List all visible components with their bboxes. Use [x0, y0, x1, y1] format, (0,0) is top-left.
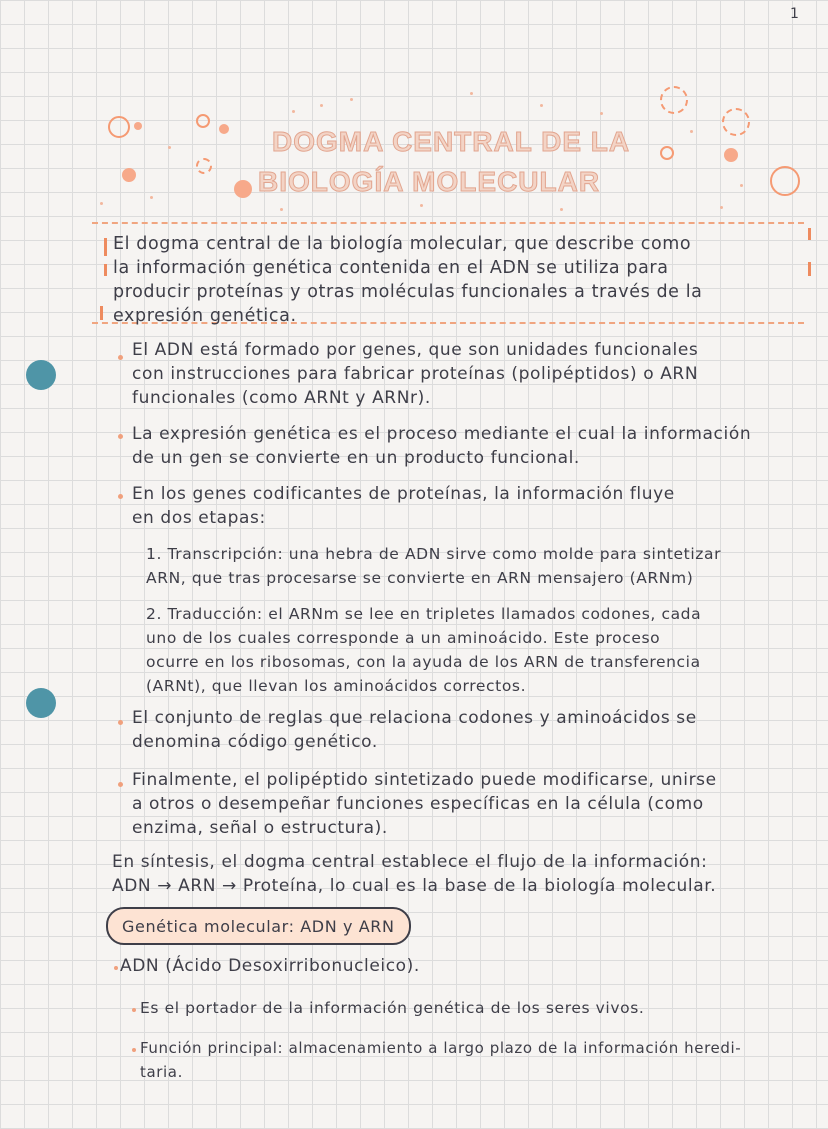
list-item-line: a otros o desempeñar funciones específicas en la célula (como: [132, 794, 704, 814]
dot-icon: [724, 148, 738, 162]
list-item: [132, 338, 698, 410]
list-item-line: En los genes codificantes de proteínas, la información fluye: [132, 484, 675, 504]
adn-item: [140, 996, 644, 1020]
list-item-line: funcionales (como ARNt y ARNr).: [132, 388, 431, 408]
circle-outline-icon: [108, 116, 130, 138]
list-item-line: La expresión genética es el proceso mediante el cual la información: [132, 424, 752, 444]
summary-line: En síntesis, el dogma central establece el flujo de la información:: [112, 852, 708, 872]
circle-outline-icon: [770, 166, 800, 196]
adn-item-line: Es el portador de la información genética de los seres vivos.: [140, 999, 645, 1017]
bullet-icon: [118, 494, 123, 499]
adn-heading-text: ADN (Ácido Desoxirribonucleico).: [120, 956, 420, 976]
stage-line: ocurre en los ribosomas, con la ayuda de los ARN de transferencia: [146, 653, 701, 671]
stage-line: 1. Transcripción: una hebra de ADN sirve como molde para sintetizar: [146, 545, 722, 563]
dot-icon: [219, 124, 229, 134]
bullet-icon: [118, 355, 123, 360]
circle-outline-icon: [660, 86, 688, 114]
bullet-icon: [114, 966, 118, 970]
circle-outline-icon: [722, 108, 750, 136]
list-item: [132, 768, 717, 840]
dot-icon: [26, 360, 56, 390]
list-item-line: con instrucciones para fabricar proteínas (polipéptidos) o ARN: [132, 364, 699, 384]
intro-line: producir proteínas y otras moléculas funcionales a través de la: [113, 282, 703, 302]
intro-line: la información genética contenida en el ADN se utiliza para: [113, 258, 669, 278]
list-item-line: de un gen se convierte en un producto funcional.: [132, 448, 580, 468]
list-item-line: El ADN está formado por genes, que son unidades funcionales: [132, 340, 699, 360]
stage-line: ARN, que tras procesarse se convierte en ARN mensajero (ARNm): [146, 569, 694, 587]
bullet-icon: [118, 434, 123, 439]
list-item-line: Finalmente, el polipéptido sintetizado puede modificarse, unirse: [132, 770, 717, 790]
margin-bar: [104, 264, 107, 276]
adn-heading: [120, 954, 420, 978]
list-item: [132, 422, 751, 470]
list-item-line: El conjunto de reglas que relaciona codones y aminoácidos se: [132, 708, 697, 728]
bullet-icon: [118, 720, 123, 725]
bullet-icon: [132, 1008, 136, 1012]
bullet-icon: [132, 1048, 136, 1052]
stage-item: [146, 602, 701, 698]
circle-outline-icon: [660, 146, 674, 160]
intro-line: El dogma central de la biología molecular, que describe como: [113, 234, 692, 254]
section-label-text: Genética molecular: ADN y ARN: [122, 916, 395, 936]
stage-line: (ARNt), que llevan los aminoácidos correctos.: [146, 677, 527, 695]
dot-icon: [26, 688, 56, 718]
intro-line: expresión genética.: [113, 306, 297, 326]
list-item-line: denomina código genético.: [132, 732, 378, 752]
adn-item-line: taria.: [140, 1063, 183, 1081]
adn-item: [140, 1036, 741, 1084]
section-label: [106, 907, 411, 945]
dot-icon: [122, 168, 136, 182]
summary-line: ADN → ARN → Proteína, lo cual es la base de la biología molecular.: [112, 876, 717, 896]
dot-icon: [234, 180, 252, 198]
stage-line: uno de los cuales corresponde a un aminoácido. Este proceso: [146, 629, 661, 647]
list-item-line: en dos etapas:: [132, 508, 266, 528]
stage-line: 2. Traducción: el ARNm se lee en tripletes llamados codones, cada: [146, 605, 702, 623]
circle-outline-icon: [196, 158, 212, 174]
margin-bar: [808, 262, 811, 276]
circle-outline-icon: [196, 114, 210, 128]
list-item: [132, 706, 697, 754]
page-number: 1: [790, 6, 800, 22]
margin-bar: [808, 228, 811, 240]
summary-paragraph: [112, 850, 716, 898]
dot-icon: [134, 122, 142, 130]
list-item: [132, 482, 675, 530]
margin-bar: [100, 306, 103, 320]
dashed-divider: [92, 222, 804, 224]
bullet-icon: [118, 782, 123, 787]
list-item-line: enzima, señal o estructura).: [132, 818, 388, 838]
adn-item-line: Función principal: almacenamiento a largo plazo de la información heredi-: [140, 1039, 742, 1057]
title-line-1: DOGMA CENTRAL DE LA: [272, 126, 631, 157]
intro-paragraph: [113, 232, 702, 328]
margin-bar: [104, 238, 107, 256]
title-line-2: BIOLOGÍA MOLECULAR: [258, 166, 601, 197]
stage-item: [146, 542, 721, 590]
